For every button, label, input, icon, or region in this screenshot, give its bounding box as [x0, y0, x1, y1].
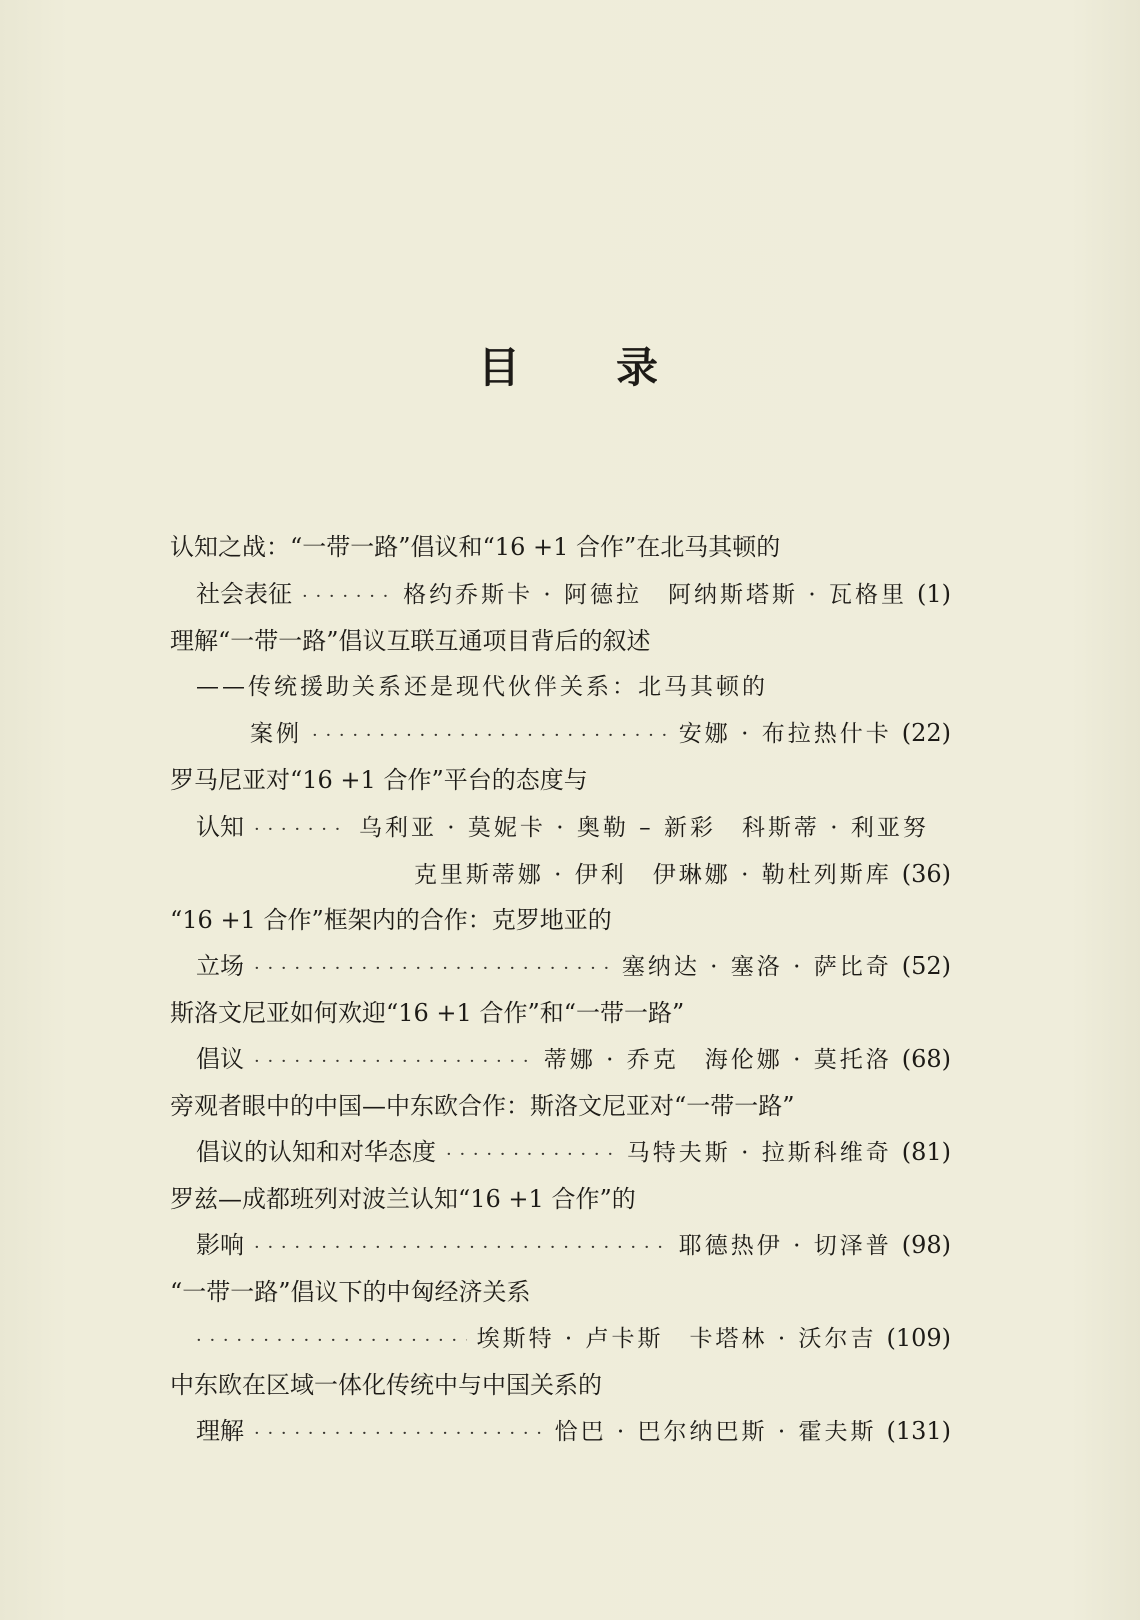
leader-dots [254, 952, 612, 986]
toc-entry-5-authors: 蒂娜 · 乔克 海伦娜 · 莫托洛 [543, 1047, 892, 1073]
toc-entry-3-page: (36) [901, 860, 951, 888]
toc-entry-6-line[interactable] [196, 1135, 951, 1169]
toc-entry-3-authors: 乌利亚 · 莫妮卡 · 奥勒 – 新彩 科斯蒂 · 利亚努 [359, 815, 929, 841]
toc-entry-9-line[interactable] [196, 1414, 951, 1448]
title-char-2: 录 [616, 343, 663, 392]
leader-dots [254, 1231, 669, 1265]
toc-entry-1-authors: 格约乔斯卡 · 阿德拉 阿纳斯塔斯 · 瓦格里 [403, 582, 907, 608]
toc-entry-8-authors: 埃斯特 · 卢卡斯 卡塔林 · 沃尔吉 [476, 1326, 877, 1352]
toc-entry-2-page: (22) [901, 719, 951, 747]
toc-entry-2-authors: 安娜 · 布拉热什卡 [678, 721, 892, 747]
leader-dots [196, 1324, 467, 1358]
toc-entry-7-title[interactable]: 罗兹—成都班列对波兰认知“16 +1 合作”的 [170, 1185, 636, 1213]
toc-entry-4-title-cont: 立场 [196, 952, 244, 980]
toc-entry-8-title[interactable]: “一带一路”倡议下的中匈经济关系 [170, 1278, 531, 1306]
toc-entry-5-page: (68) [901, 1045, 951, 1073]
leader-dots [254, 813, 349, 847]
toc-entry-5-line[interactable] [196, 1042, 951, 1076]
toc-entry-1-title[interactable]: 认知之战：“一带一路”倡议和“16 +1 合作”在北马其顿的 [170, 533, 781, 561]
toc-entry-4-line[interactable] [196, 949, 951, 983]
toc-entry-9-title-cont: 理解 [196, 1417, 244, 1445]
toc-entry-6-authors: 马特夫斯 · 拉斯科维奇 [626, 1140, 892, 1166]
toc-entry-7-authors: 耶德热伊 · 切泽普 [678, 1233, 892, 1259]
toc-entry-9-authors: 恰巴 · 巴尔纳巴斯 · 霍夫斯 [554, 1419, 877, 1445]
toc-entry-1-line[interactable] [196, 577, 951, 611]
toc-entry-3-title-cont: 认知 [196, 813, 244, 841]
leader-dots [254, 1417, 545, 1451]
toc-entry-9-page: (131) [886, 1417, 951, 1445]
toc-entry-8-line[interactable] [196, 1321, 951, 1355]
title-char-1: 目 [477, 343, 524, 392]
leader-dots [446, 1138, 617, 1172]
toc-entry-7-page: (98) [901, 1231, 951, 1259]
toc-entry-4-page: (52) [901, 952, 951, 980]
toc-entry-5-title-cont: 倡议 [196, 1045, 244, 1073]
toc-entry-6-page: (81) [901, 1138, 951, 1166]
toc-entry-8-page: (109) [886, 1324, 951, 1352]
toc-entry-1-page: (1) [917, 580, 951, 608]
toc-entry-6-title-cont: 倡议的认知和对华态度 [196, 1138, 436, 1166]
leader-dots [254, 1045, 534, 1079]
toc-entry-2-line[interactable] [250, 716, 951, 750]
toc-entry-2-subtitle: ——传统援助关系还是现代伙伴关系：北马其顿的 [196, 674, 768, 700]
toc-entry-6-title[interactable]: 旁观者眼中的中国—中东欧合作：斯洛文尼亚对“一带一路” [170, 1092, 795, 1120]
toc-entry-2-title-cont: 案例 [250, 721, 302, 747]
toc-entry-2-title[interactable]: 理解“一带一路”倡议互联互通项目背后的叙述 [170, 627, 651, 655]
toc-entry-5-title[interactable]: 斯洛文尼亚如何欢迎“16 +1 合作”和“一带一路” [170, 999, 685, 1027]
toc-entry-4-authors: 塞纳达 · 塞洛 · 萨比奇 [621, 954, 892, 980]
toc-entry-3-line[interactable] [196, 810, 929, 844]
toc-entry-7-title-cont: 影响 [196, 1231, 244, 1259]
toc-entry-4-title[interactable]: “16 +1 合作”框架内的合作：克罗地亚的 [170, 906, 612, 934]
toc-entry-3-authors-cont: 克里斯蒂娜 · 伊利 伊琳娜 · 勒杜列斯库 [413, 862, 892, 888]
toc-entry-3-title[interactable]: 罗马尼亚对“16 +1 合作”平台的态度与 [170, 766, 588, 794]
toc-entry-1-title-cont: 社会表征 [196, 580, 292, 608]
toc-entry-3-line-2[interactable] [414, 857, 951, 891]
toc-entry-9-title[interactable]: 中东欧在区域一体化传统中与中国关系的 [170, 1371, 602, 1399]
leader-dots [302, 580, 393, 614]
leader-dots [312, 719, 669, 753]
toc-entry-7-line[interactable] [196, 1228, 951, 1262]
